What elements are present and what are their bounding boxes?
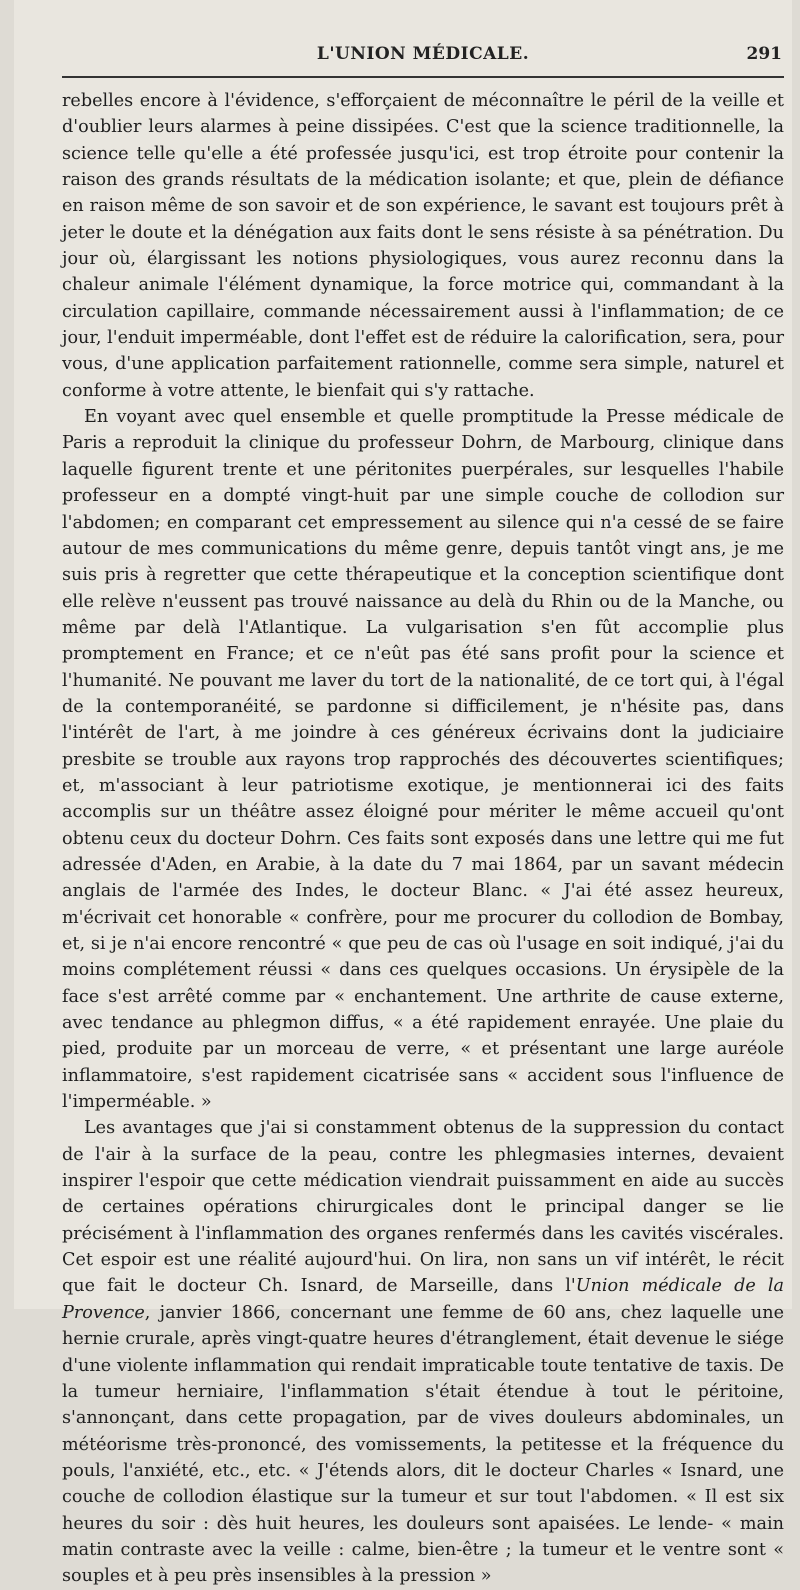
- article-body: [62, 88, 784, 1590]
- page-number: 291: [746, 44, 782, 64]
- journal-title: L'UNION MÉDICALE.: [316, 44, 530, 64]
- paragraph-3: [62, 1115, 784, 1589]
- paragraph-2: En voyant avec quel ensemble et quelle promptitude la Presse médicale de Paris a reproduit la clinique du professeur Dohrn, de Marbourg, clinique dans laquelle figurent trente et une péritonites puerpérales, sur lesquelles l'habile professeur en a dompté vingt-huit par une simple couche de collodion sur l'abdomen; en comparant cet empressement au silence qui n'a cessé de se faire autour de mes communications du même genre, depuis tantôt vingt ans, je me suis pris à regretter que cette thérapeutique et la conception scientifique dont elle relève n'eussent pas trouvé naissance au delà du Rhin ou de la Manche, ou même par delà l'Atlantique. La vulgarisation s'en fût accomplie plus promptement en France; et ce n'eût pas été sans profit pour la science et l'humanité. Ne pouvant me laver du tort de la nationalité, de ce tort qui, à l'égal de la contemporanéité, se pardonne si difficilement, je n'hésite pas, dans l'intérêt de l'art, à me joindre à ces généreux écrivains dont la judiciaire presbite se trouble aux rayons trop rapprochés des découvertes scientifiques; et, m'associant à leur patriotisme exotique, je mentionnerai ici des faits accomplis sur un théâtre assez éloigné pour mériter le même accueil qu'ont obtenu ceux du docteur Dohrn. Ces faits sont exposés dans une lettre qui me fut adressée d'Aden, en Arabie, à la date du 7 mai 1864, par un savant médecin anglais de l'armée des Indes, le docteur Blanc. « J'ai été assez heureux, m'écrivait cet honorable « confrère, pour me procurer du collodion de Bombay, et, si je n'ai encore rencontré « que peu de cas où l'usage en soit indiqué, j'ai du moins complétement réussi « dans ces quelques occasions. Un érysipèle de la face s'est arrêté comme par « enchantement. Une arthrite de cause externe, avec tendance au phlegmon diffus, « a été rapidement enrayée. Une plaie du pied, produite par un morceau de verre, « et présentant une large auréole inflammatoire, s'est rapidement cicatrisée sans « accident sous l'influence de l'imperméable. »: [62, 407, 784, 1113]
- page-header: [64, 44, 782, 72]
- header-rule: [62, 76, 784, 78]
- paragraph-3-text-before: Les avantages que j'ai si constamment obtenus de la suppression du contact de l'air à la surface de la peau, contre les phlegmasies internes, devaient inspirer l'espoir que cette médication viendrait puissamment en aide au succès de certaines opérations chirurgicales dont le principal danger se lie précisément à l'inflammation des organes renfermés dans les cavités viscérales. Cet espoir est une réalité aujourd'hui. On lira, non sans un vif intérêt, le récit que fait le docteur Ch. Isnard, de Marseille, dans l': [62, 1118, 784, 1297]
- page: [14, 0, 792, 1587]
- paragraph-3-text-after: , janvier 1866, concernant une femme de 60 ans, chez laquelle une hernie crurale, après vingt-quatre heures d'étranglement, était devenue le siége d'une violente inflammation qui rendait impraticable toute tentative de taxis. De la tumeur herniaire, l'inflammation s'était étendue à tout le péritoine, s'annonçant, dans cette propagation, par de vives douleurs abdominales, un météorisme très-prononcé, des vomissements, la petitesse et la fréquence du pouls, l'anxiété, etc., etc. « J'étends alors, dit le docteur Charles « Isnard, une couche de collodion élastique sur la tumeur et sur tout l'abdomen. « Il est six heures du soir : dès huit heures, les douleurs sont apaisées. Le lende- « main matin contraste avec la veille : calme, bien-être ; la tumeur et le ventre sont « souples et à peu près insensibles à la pression »: [62, 1302, 784, 1587]
- paragraph-1: rebelles encore à l'évidence, s'efforçaient de méconnaître le péril de la veille et d'oublier leurs alarmes à peine dissipées. C'est que la science traditionnelle, la science telle qu'elle a été professée jusqu'ici, est trop étroite pour contenir la raison des grands résultats de la médication isolante; et que, plein de défiance en raison même de son savoir et de son expérience, le savant est toujours prêt à jeter le doute et la dénégation aux faits dont le sens résiste à sa pénétration. Du jour où, élargissant les notions physiologiques, vous aurez reconnu dans la chaleur animale l'élément dynamique, la force motrice qui, commandant à la circulation capillaire, commande nécessairement aussi à l'inflammation; de ce jour, l'enduit imperméable, dont l'effet est de réduire la calorification, sera, pour vous, d'une application parfaitement rationnelle, comme sera simple, naturel et conforme à votre attente, le bienfait qui s'y rattache.: [62, 91, 784, 401]
- journal-citation: Union médicale de la Provence: [62, 1276, 784, 1323]
